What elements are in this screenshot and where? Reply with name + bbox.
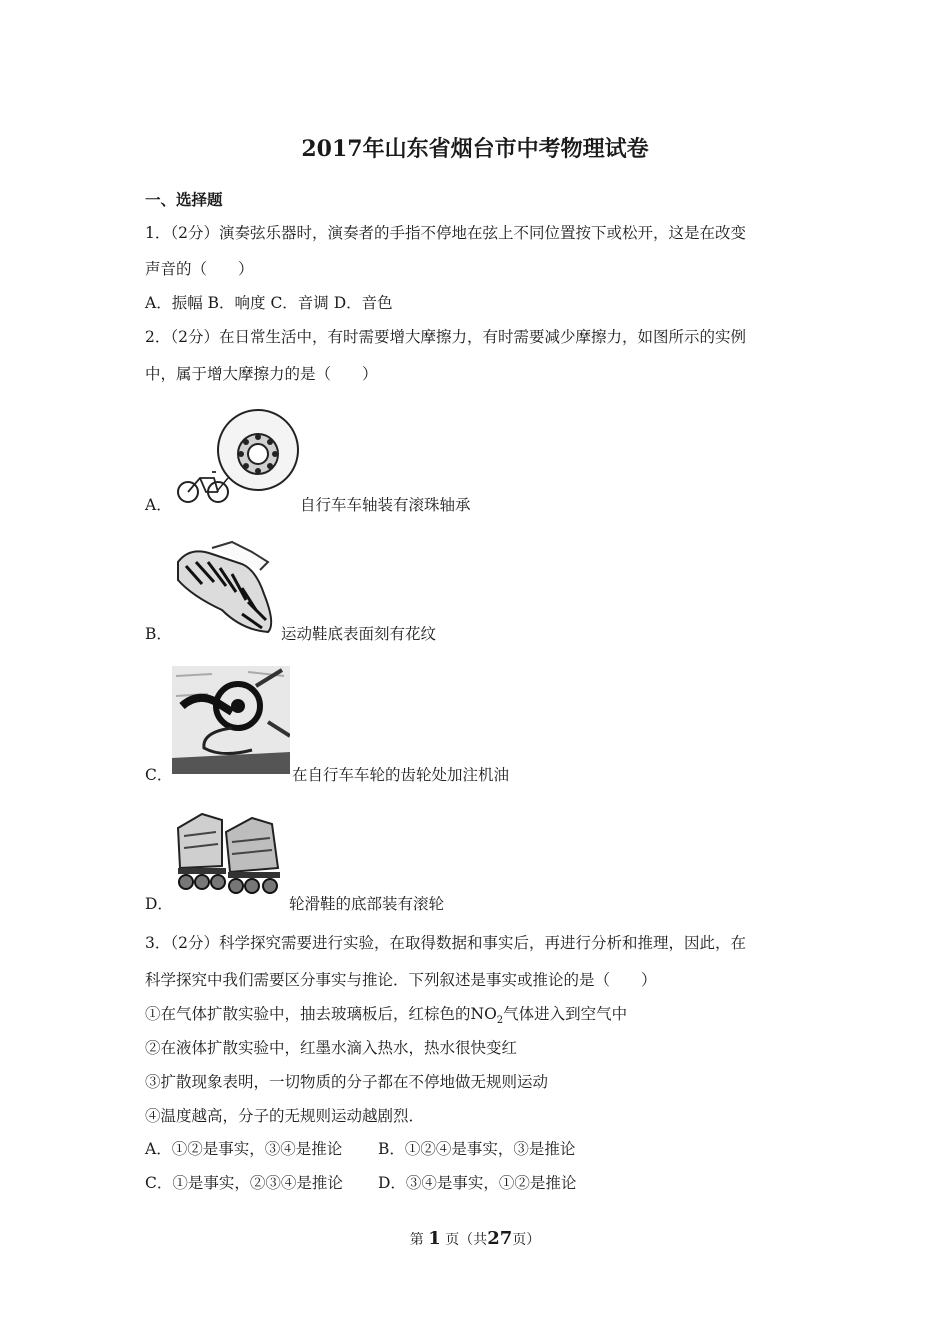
q3-option-c: C．①是事实，②③④是推论: [145, 1174, 343, 1192]
footer-prefix: 第: [409, 1232, 424, 1248]
footer-middle: 页（共: [445, 1232, 488, 1248]
section-heading: 一、选择题: [145, 190, 223, 209]
page-title: 2017年山东省烟台市中考物理试卷: [301, 136, 649, 162]
q3-statement-1-text: ①在气体扩散实验中，抽去玻璃板后，红棕色的NO: [145, 1005, 497, 1023]
q3-option-d: D．③④是事实，①②是推论: [378, 1174, 577, 1192]
q2-option-d-letter: D．: [145, 895, 173, 913]
q3-option-a: A．①②是事实，③④是推论: [145, 1140, 343, 1158]
q3-statement-1-text-end: 气体进入到空气中: [503, 1005, 628, 1023]
footer-suffix: 页）: [512, 1232, 541, 1248]
q1-options: A．振幅 B．响度 C．音调 D．音色: [145, 294, 393, 312]
q1-stem-line1: 1．（2分）演奏弦乐器时，演奏者的手指不停地在弦上不同位置按下或松开，这是在改变: [145, 224, 746, 242]
q2-option-a-letter: A．: [145, 496, 172, 514]
q1-stem-line2: 声音的（ ）: [145, 260, 254, 278]
sneaker-sole-image: [172, 540, 280, 636]
total-pages-number: 27: [487, 1228, 513, 1249]
current-page-number: 1: [428, 1228, 441, 1249]
q2-stem-line2: 中，属于增大摩擦力的是（ ）: [145, 365, 378, 383]
q2-option-d-text: 轮滑鞋的底部装有滚轮: [289, 895, 445, 913]
q3-option-b: B．①②④是事实，③是推论: [378, 1140, 576, 1158]
q3-statement-2: ②在液体扩散实验中，红墨水滴入热水，热水很快变红: [145, 1039, 518, 1057]
q3-stem-line1: 3．（2分）科学探究需要进行实验，在取得数据和事实后，再进行分析和推理，因此，在: [145, 934, 746, 952]
q3-statement-3: ③扩散现象表明，一切物质的分子都在不停地做无规则运动: [145, 1073, 549, 1091]
q2-option-b-letter: B．: [145, 625, 172, 643]
q3-statement-4: ④温度越高，分子的无规则运动越剧烈．: [145, 1107, 425, 1125]
q2-option-c-letter: C．: [145, 766, 173, 784]
no2-subscript: 2: [496, 1015, 504, 1027]
q2-option-a-text: 自行车车轴装有滚珠轴承: [300, 496, 471, 514]
page-footer: [0, 1228, 950, 1249]
q3-statement-1: [145, 1004, 627, 1031]
q2-stem-line1: 2．（2分）在日常生活中，有时需要增大摩擦力，有时需要减少摩擦力，如图所示的实例: [145, 328, 746, 346]
bicycle-gear-image: [172, 666, 290, 774]
roller-skates-image: [172, 806, 284, 898]
q2-option-b-text: 运动鞋底表面刻有花纹: [281, 625, 437, 643]
q3-stem-line2: 科学探究中我们需要区分事实与推论．下列叙述是事实或推论的是（ ）: [145, 971, 657, 989]
q2-option-c-text: 在自行车车轮的齿轮处加注机油: [292, 766, 510, 784]
bicycle-bearing-image: [172, 402, 300, 510]
